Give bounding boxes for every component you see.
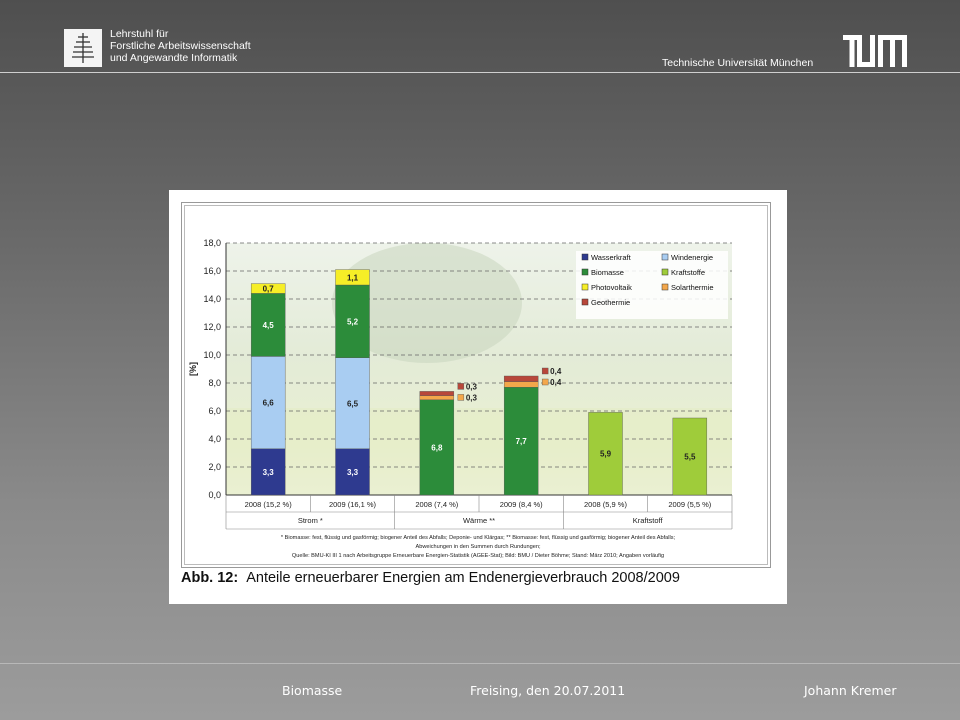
data-label: 0,3 [465,393,477,403]
legend-entry: Kraftstoffe [671,268,706,277]
footer-date: Freising, den 20.07.2011 [470,683,626,698]
y-tick-label: 4,0 [208,434,221,444]
y-tick-label: 18,0 [203,238,221,248]
legend-swatch [582,299,588,305]
x-category-label: 2009 (5,5 %) [668,500,712,509]
legend-swatch [582,254,588,260]
chair-line-3: und Angewandte Informatik [110,52,238,64]
header-divider [0,72,960,73]
bar-segment [504,376,538,382]
data-label-marker [458,383,464,389]
y-tick-label: 0,0 [208,490,221,500]
data-label: 1,1 [346,273,359,283]
data-label: 0,4 [550,378,562,387]
figure-card [169,190,787,604]
data-label-marker [458,394,464,400]
chair-name [110,28,251,64]
data-label-marker [542,368,548,374]
legend-swatch [582,269,588,275]
data-label: 5,9 [599,449,612,459]
data-label: 3,3 [346,467,359,477]
y-tick-label: 10,0 [203,350,221,360]
data-label: 5,5 [684,452,696,462]
y-tick-label: 16,0 [203,266,221,276]
data-label-marker [542,379,548,385]
footnote-line: * Biomasse: fest, flüssig und gasförmig; biogener Anteil des Abfalls; Deponie- und Klärgas; ** Biomasse: fest, flüssig und gasförmig; biogener Anteil des Abfalls; [280,535,676,541]
x-group-label: Strom * [297,516,323,525]
y-tick-label: 6,0 [208,406,221,416]
x-category-label: 2008 (15,2 %) [244,500,292,509]
data-label: 5,2 [346,317,359,327]
background-field-shape [226,408,732,495]
data-label: 0,7 [262,284,274,294]
x-category-label: 2008 (7,4 %) [415,500,459,509]
data-label: 0,3 [465,382,477,392]
slide-header [0,0,960,74]
data-label: 4,5 [262,320,274,330]
x-category-label: 2009 (8,4 %) [499,500,543,509]
data-label: 6,8 [431,443,443,453]
data-label: 0,4 [550,367,562,376]
legend-entry: Geothermie [591,298,631,307]
legend-entry: Windenergie [671,253,714,262]
bar-segment [420,396,454,400]
data-label: 7,7 [515,437,527,447]
tum-logo-icon [843,35,907,67]
chart-frame [181,202,771,568]
footer-divider [0,663,960,664]
y-tick-label: 12,0 [203,322,221,332]
legend-entry: Solarthermie [671,283,714,292]
university-name: Technische Universität München [662,57,814,69]
footnote-line: Quelle: BMU-KI III 1 nach Arbeitsgruppe Erneuerbare Energien-Statistik (AGEE-Stat); Bild: BMU / Dieter Böhme; Stand: März 2010; Angaben vorläufig [291,553,665,559]
x-category-label: 2009 (16,1 %) [328,500,377,509]
footer-author: Johann Kremer [804,683,897,698]
legend-swatch [662,254,668,260]
bar-segment [504,382,538,388]
x-group-label: Kraftstoff [632,516,663,525]
stacked-bar-chart [182,203,770,567]
figure-caption [181,570,680,586]
x-category-label: 2008 (5,9 %) [584,500,627,509]
data-label: 6,5 [346,399,359,409]
legend-entry: Photovoltaik [591,283,632,292]
legend-swatch [662,284,668,290]
y-tick-label: 8,0 [208,378,221,388]
footer-topic: Biomasse [282,683,343,698]
chair-logo-icon [64,29,102,67]
legend-entry: Biomasse [591,268,624,277]
legend-swatch [662,269,668,275]
data-label: 3,3 [262,467,274,477]
caption-text: Anteile erneuerbarer Energien am Endenergieverbrauch 2008/2009 [246,570,680,586]
legend-entry: Wasserkraft [591,253,631,262]
caption-label: Abb. 12: [181,570,239,586]
legend-swatch [582,284,588,290]
data-label: 6,6 [262,398,274,408]
footnote-line: Abweichungen in den Summen durch Rundungen; [415,544,541,550]
chair-line-1: Lehrstuhl für [110,28,169,40]
bar-segment [420,391,454,395]
y-tick-label: 14,0 [203,294,221,304]
x-group-label: Wärme ** [462,516,496,525]
y-tick-label: 2,0 [208,462,221,472]
chair-line-2: Forstliche Arbeitswissenschaft [110,40,251,52]
y-axis-label: [%] [188,362,198,376]
